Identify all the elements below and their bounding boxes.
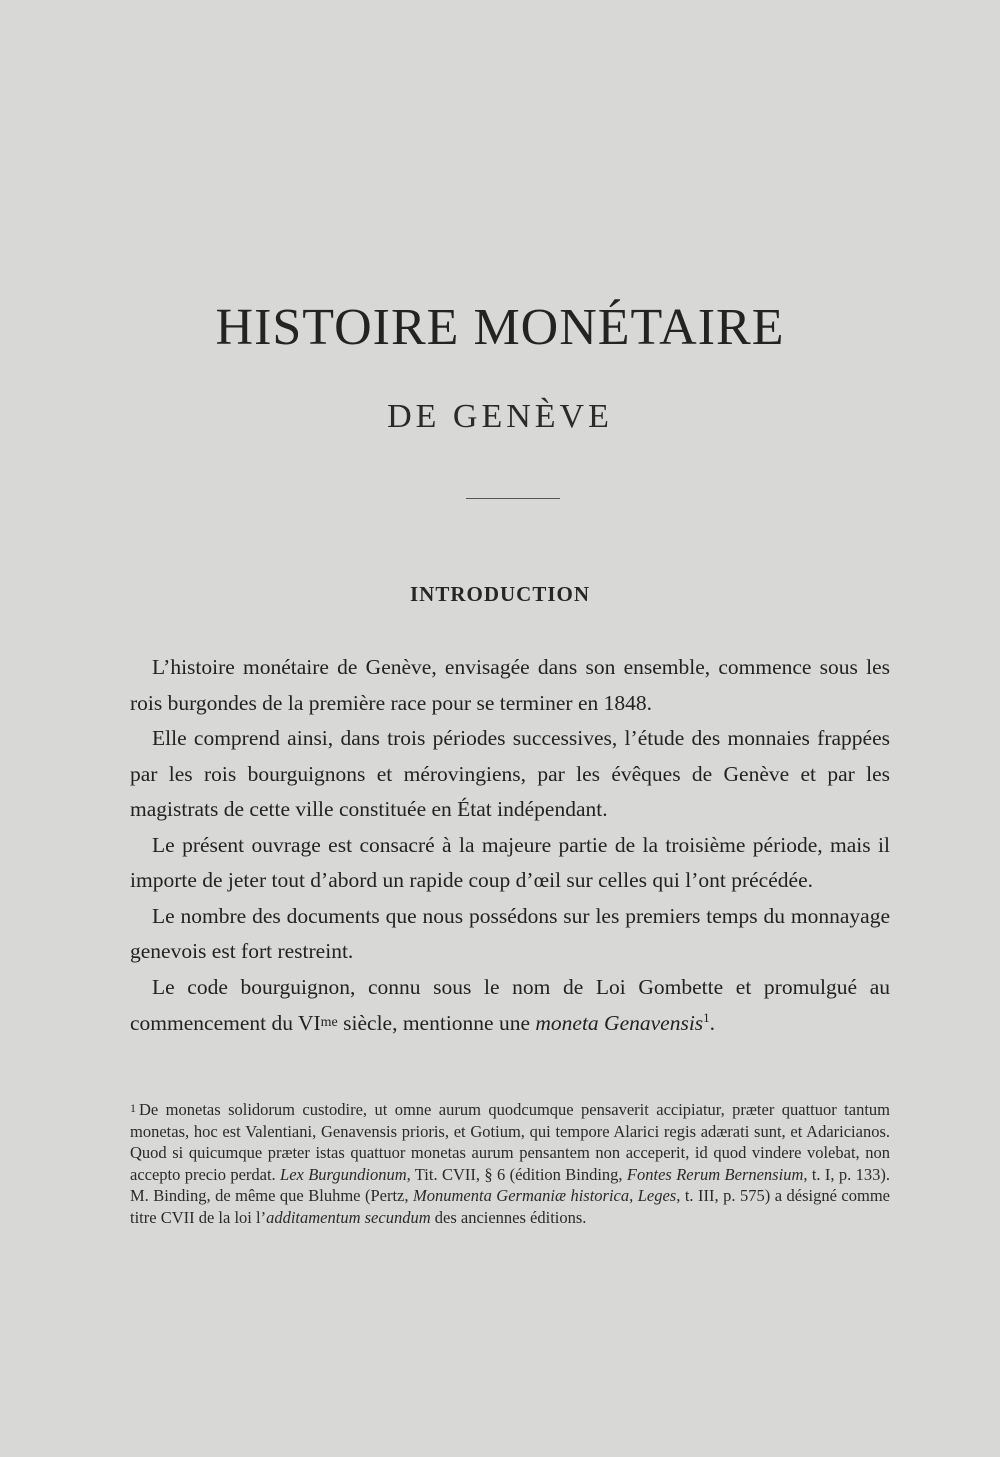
footnote-text-4: , t. III, p. 575) a désigné comme titre CVII de la loi l’ xyxy=(130,1186,890,1227)
footnote-italic-3: Monumenta Germaniæ historica, Leges xyxy=(413,1186,677,1205)
paragraph-5-text-a: Le code bourguignon, connu sous le nom de Loi Gombette et promulgué au commencement du VI xyxy=(130,974,890,1035)
body-text xyxy=(130,650,890,1042)
paragraph-5-end: . xyxy=(709,1011,716,1035)
footnote-text-1: De monetas solidorum custodire, ut omne aurum quodcumque pensaverit accipiatur, præter quattuor tantum monetas, hoc est Valentiani, Genavensis prioris, et Gotium, qui tempore Alarici regis adærati sunt, et Adaricianos. Quod si quicumque præter istas quattuor monetas aurum pensantem non acceperit, id quod vindere volebat, non accepto precio perdat. xyxy=(130,1100,890,1184)
footnote-italic-4: additamentum secundum xyxy=(266,1207,431,1227)
page-subtitle: DE GENÈVE xyxy=(387,398,613,435)
paragraph-4: Le nombre des documents que nous possédons sur les premiers temps du monnayage genevois est fort restreint. xyxy=(130,903,890,963)
century-superscript: me xyxy=(320,1015,338,1030)
paragraph-5 xyxy=(130,970,890,1042)
paragraph-1: L’histoire monétaire de Genève, envisagée dans son ensemble, commence sous les rois burgondes de la première race pour se terminer en 1848. xyxy=(130,655,890,715)
title-divider xyxy=(466,498,560,499)
footnote-text-3: , t. I, p. 133). M. Binding, de même que Bluhme (Pertz, xyxy=(130,1164,890,1205)
paragraph-5-italic: moneta Genavensis xyxy=(535,1011,704,1035)
footnote-reference[interactable]: 1 xyxy=(703,1009,710,1025)
footnote xyxy=(130,1098,890,1228)
paragraph-2: Elle comprend ainsi, dans trois périodes successives, l’étude des monnaies frappées par les rois bourguignons et mérovingiens, par les évêques de Genève et par les magistrats de cette ville constituée en État indépendant. xyxy=(130,726,890,821)
paragraph-3: Le présent ouvrage est consacré à la majeure partie de la troisième période, mais il importe de jeter tout d’abord un rapide coup d’œil sur celles qui l’ont précédée. xyxy=(130,832,890,892)
footnote-italic-1: Lex Burgundionum xyxy=(280,1164,407,1184)
paragraph-5-text-b: siècle, mentionne une xyxy=(337,1011,536,1035)
footnote-mark: 1 xyxy=(130,1101,136,1115)
section-heading: INTRODUCTION xyxy=(409,582,591,606)
footnote-italic-2: Fontes Rerum Bernensium xyxy=(626,1164,804,1184)
footnote-text-2: , Tit. CVII, § 6 (édition Binding, xyxy=(406,1164,627,1184)
page-title: HISTOIRE MONÉTAIRE xyxy=(215,299,785,356)
footnote-text-5: des anciennes éditions. xyxy=(430,1207,587,1227)
